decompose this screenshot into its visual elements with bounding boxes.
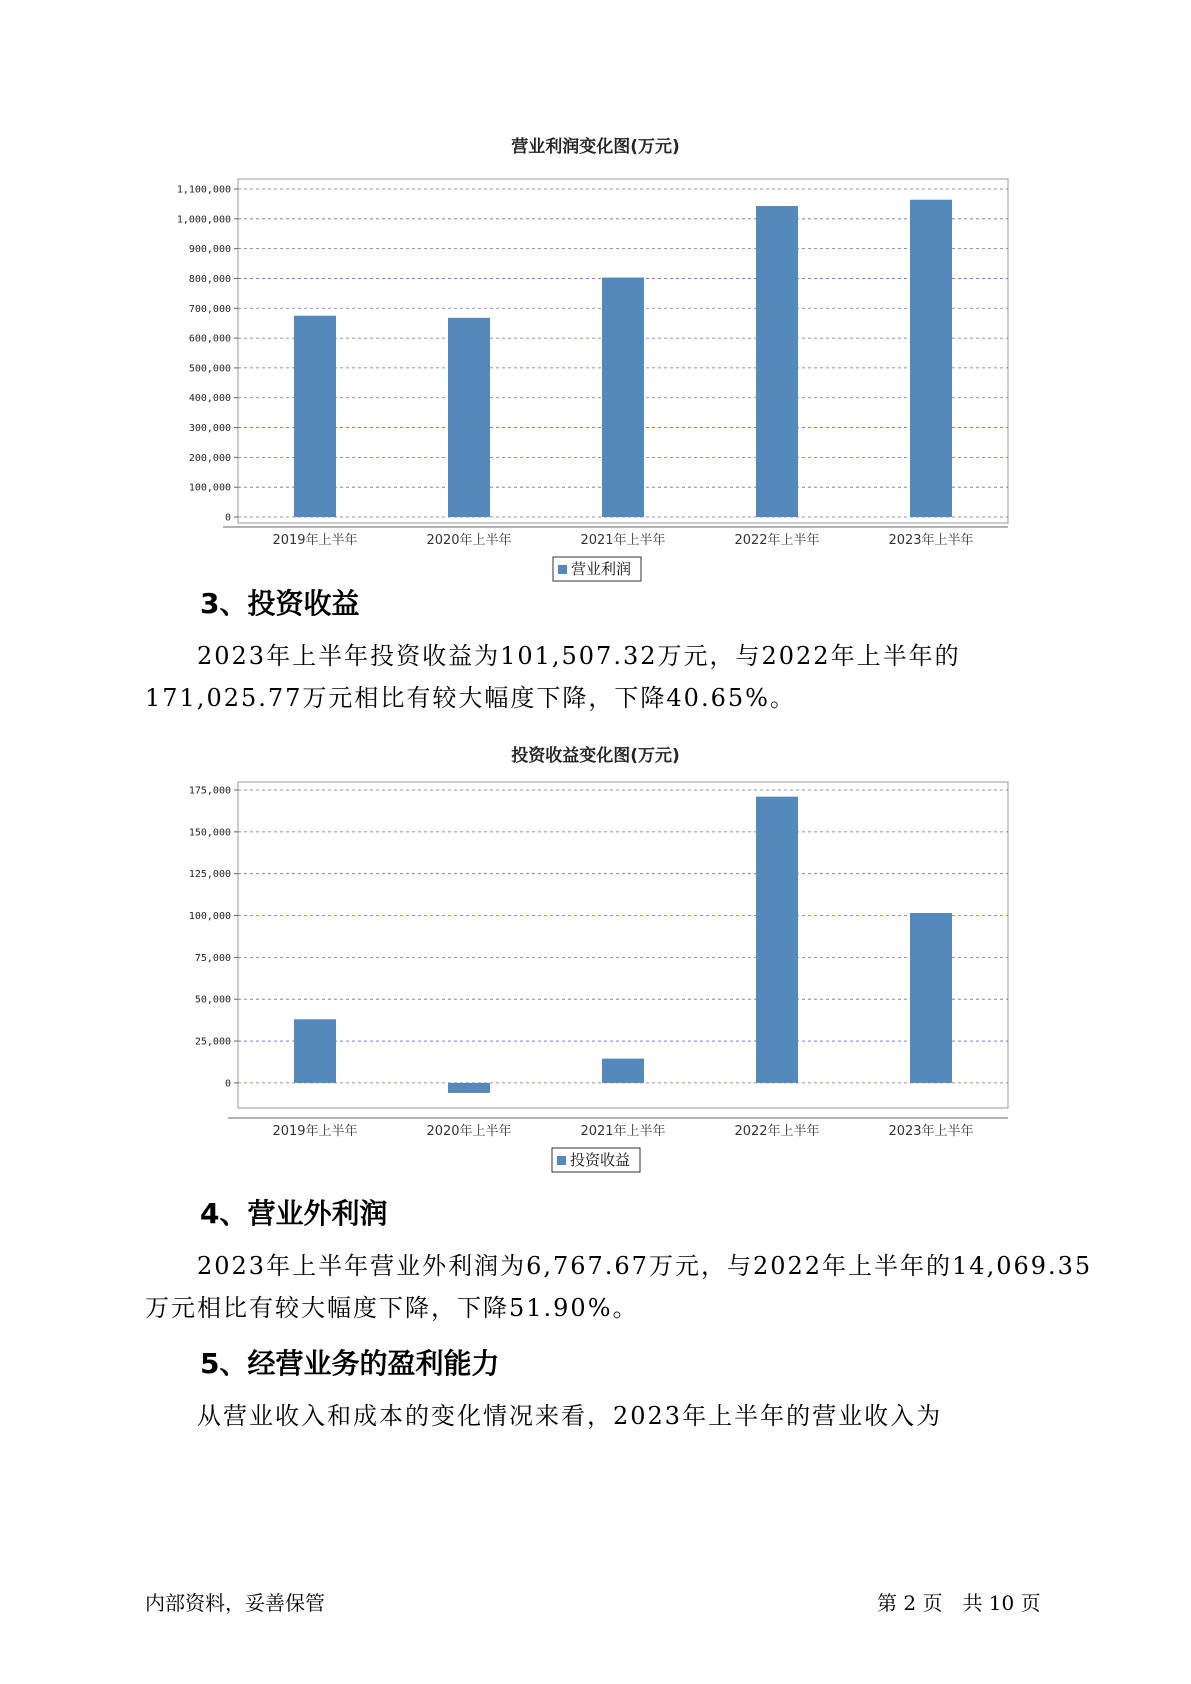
y-tick-label: 0 (224, 512, 231, 524)
legend-label: 投资收益 (570, 1151, 631, 1169)
y-tick-label: 125,000 (188, 869, 231, 881)
y-tick-label: 50,000 (194, 994, 231, 1006)
section-3-paragraph-line-1: 2023年上半年投资收益为101,507.32万元，与2022年上半年的 (197, 642, 961, 670)
investment-income-chart (0, 775, 1191, 1195)
y-tick-label: 25,000 (194, 1036, 231, 1048)
section-4-heading: 4、营业外利润 (200, 1197, 388, 1230)
y-tick-label: 300,000 (188, 423, 231, 435)
y-tick-label: 100,000 (188, 911, 231, 923)
x-category-label: 2021年上半年 (580, 533, 666, 548)
chart-title-operating-profit: 营业利润变化图(万元) (511, 137, 680, 157)
x-category-label: 2023年上半年 (888, 1124, 974, 1139)
legend-swatch (558, 565, 567, 574)
bar (602, 1059, 644, 1083)
section-5-heading: 5、经营业务的盈利能力 (200, 1347, 500, 1380)
y-tick-label: 800,000 (188, 273, 231, 285)
bar (756, 797, 798, 1083)
y-tick-label: 1,000,000 (176, 214, 231, 226)
y-tick-label: 500,000 (188, 363, 231, 375)
footer-confidential-note: 内部资料，妥善保管 (145, 1591, 325, 1615)
y-tick-label: 175,000 (188, 785, 231, 797)
legend-swatch (557, 1156, 566, 1165)
operating-profit-chart (0, 165, 1191, 585)
bar (756, 206, 798, 517)
x-category-label: 2022年上半年 (734, 533, 820, 548)
bar (910, 913, 952, 1083)
bar (602, 278, 644, 517)
section-3-heading: 3、投资收益 (200, 587, 360, 620)
bar (294, 316, 336, 517)
y-tick-label: 400,000 (188, 393, 231, 405)
y-tick-label: 0 (224, 1078, 231, 1090)
x-category-label: 2019年上半年 (272, 1124, 358, 1139)
x-category-label: 2019年上半年 (272, 533, 358, 548)
bar (294, 1019, 336, 1083)
y-tick-label: 600,000 (188, 333, 231, 345)
section-3-paragraph-line-2: 171,025.77万元相比有较大幅度下降，下降40.65%。 (145, 684, 796, 712)
bar (448, 1083, 490, 1093)
x-category-label: 2022年上半年 (734, 1124, 820, 1139)
section-4-paragraph-line-2: 万元相比有较大幅度下降，下降51.90%。 (145, 1294, 639, 1322)
y-tick-label: 700,000 (188, 303, 231, 315)
y-tick-label: 100,000 (188, 482, 231, 494)
bar (910, 200, 952, 517)
x-category-label: 2023年上半年 (888, 533, 974, 548)
y-tick-label: 1,100,000 (176, 184, 231, 196)
x-category-label: 2020年上半年 (426, 1124, 512, 1139)
y-tick-label: 150,000 (188, 827, 231, 839)
section-4-paragraph-line-1: 2023年上半年营业外利润为6,767.67万元，与2022年上半年的14,069.35 (197, 1252, 1093, 1280)
y-tick-label: 900,000 (188, 244, 231, 256)
bar (448, 318, 490, 517)
section-5-paragraph-line-1: 从营业收入和成本的变化情况来看，2023年上半年的营业收入为 (197, 1402, 943, 1430)
y-tick-label: 200,000 (188, 452, 231, 464)
footer-page-number: 第 2 页 共 10 页 (877, 1591, 1041, 1615)
x-category-label: 2020年上半年 (426, 533, 512, 548)
y-tick-label: 75,000 (194, 952, 231, 964)
chart-title-investment-income: 投资收益变化图(万元) (511, 746, 680, 766)
x-category-label: 2021年上半年 (580, 1124, 666, 1139)
legend-label: 营业利润 (571, 560, 632, 578)
